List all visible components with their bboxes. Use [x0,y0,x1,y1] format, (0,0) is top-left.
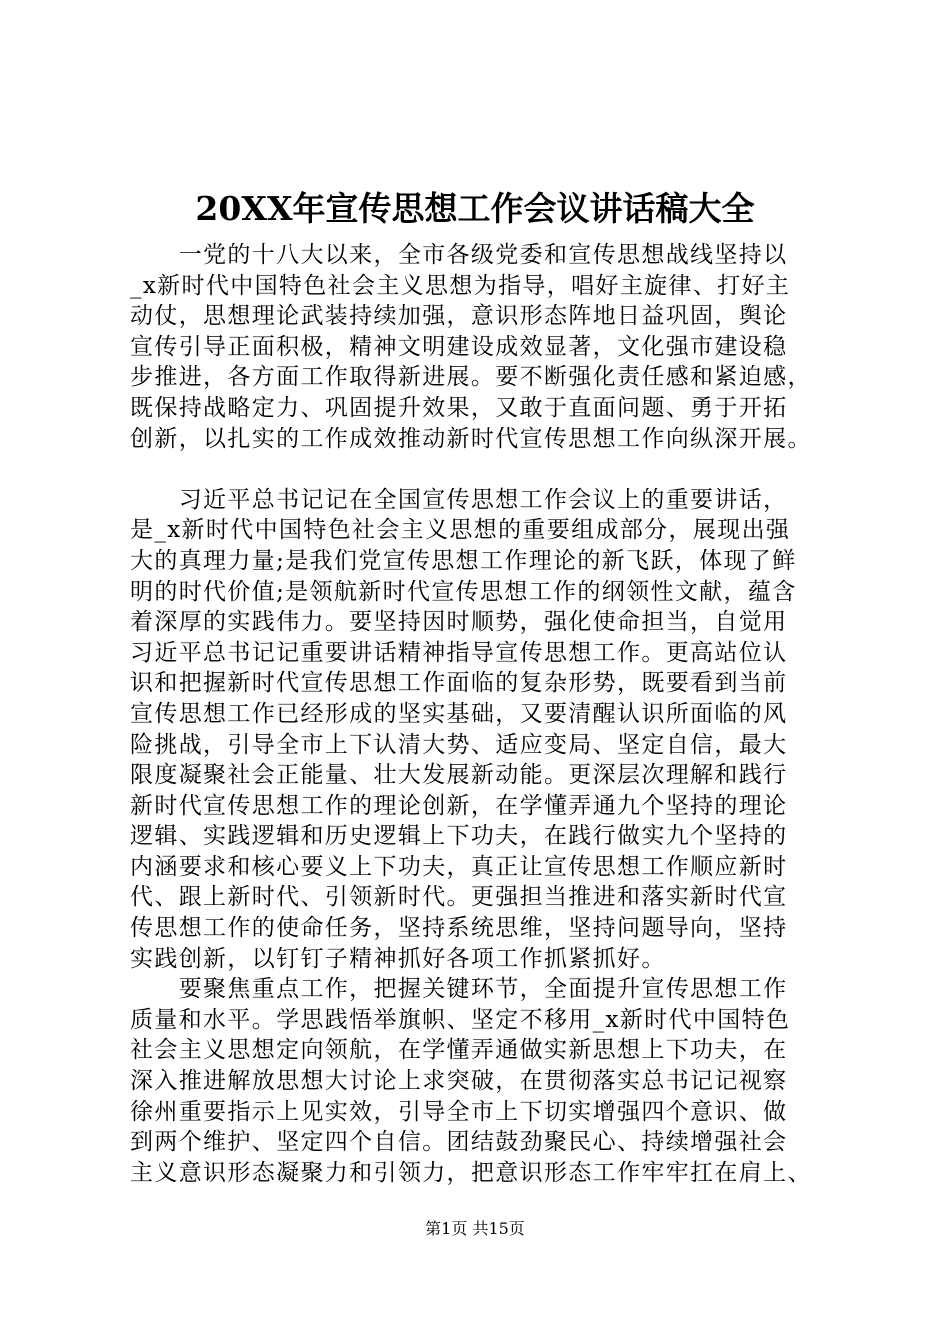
text-line: 是_x新时代中国特色社会主义思想的重要组成部分，展现出强 [130,517,791,544]
page-number: 第1页 共15页 [425,1219,525,1238]
text-line: 习近平总书记记重要讲话精神指导宣传思想工作。更高站位认 [130,639,788,666]
text-line: 代、跟上新时代、引领新时代。更强担当推进和落实新时代宣 [130,884,788,911]
text-line: 要聚焦重点工作，把握关键环节，全面提升宣传思想工作 [130,976,788,1003]
text-line: 险挑战，引导全市上下认清大势、适应变局、坚定自信，最大 [130,731,788,758]
text-line: 创新，以扎实的工作成效推动新时代宣传思想工作向纵深开展。 [130,425,812,452]
text-line: _x新时代中国特色社会主义思想为指导，唱好主旋律、打好主 [130,272,791,299]
text-line: 社会主义思想定向领航，在学懂弄通做实新思想上下功夫，在 [130,1037,788,1064]
text-line: 传思想工作的使命任务，坚持系统思维，坚持问题导向，坚持 [130,915,788,942]
text-line: 逻辑、实践逻辑和历史逻辑上下功夫，在践行做实九个坚持的 [130,823,788,850]
text-line: 着深厚的实践伟力。要坚持因时顺势，强化使命担当，自觉用 [130,609,788,636]
text-line: 既保持战略定力、巩固提升效果，又敢于直面问题、勇于开拓 [130,394,788,421]
text-line: 主义意识形态凝聚力和引领力，把意识形态工作牢牢扛在肩上、 [130,1159,812,1186]
text-line: 一党的十八大以来，全市各级党委和宣传思想战线坚持以 [130,242,788,268]
page-footer [0,1218,950,1240]
text-line: 宣传引导正面积极，精神文明建设成效显著，文化强市建设稳 [130,333,788,360]
text-line: 内涵要求和核心要义上下功夫，真正让宣传思想工作顺应新时 [130,853,788,880]
text-line: 质量和水平。学思践悟举旗帜、坚定不移用_x新时代中国特色 [130,1006,791,1033]
text-line: 宣传思想工作已经形成的坚实基础，又要清醒认识所面临的风 [130,700,788,727]
paragraph-2 [130,485,850,975]
text-line: 习近平总书记记在全国宣传思想工作会议上的重要讲话， [130,486,788,513]
paragraph-1 [130,240,850,454]
text-line: 徐州重要指示上见实效，引导全市上下切实增强四个意识、做 [130,1098,788,1125]
document-body [130,240,850,1188]
text-line: 深入推进解放思想大讨论上求突破，在贯彻落实总书记记视察 [130,1068,788,1095]
text-line: 识和把握新时代宣传思想工作面临的复杂形势，既要看到当前 [130,670,788,697]
paragraph-spacer [130,454,850,485]
text-line: 新时代宣传思想工作的理论创新，在学懂弄通九个坚持的理论 [130,792,788,819]
text-line: 限度凝聚社会正能量、壮大发展新动能。更深层次理解和践行 [130,762,788,789]
text-line: 明的时代价值;是领航新时代宣传思想工作的纲领性文献，蕴含 [130,578,797,605]
text-line: 动仗，思想理论武装持续加强，意识形态阵地日益巩固，舆论 [130,303,788,330]
text-line: 到两个维护、坚定四个自信。团结鼓劲聚民心、持续增强社会 [130,1129,788,1156]
document-title: 20XX年宣传思想工作会议讲话稿大全 [195,189,755,228]
text-line: 步推进，各方面工作取得新进展。要不断强化责任感和紧迫感， [130,364,812,391]
text-line: 大的真理力量;是我们党宣传思想工作理论的新飞跃，体现了鲜 [130,547,797,574]
paragraph-3 [130,974,850,1188]
text-line: 实践创新，以钉钉子精神抓好各项工作抓紧抓好。 [130,945,666,972]
